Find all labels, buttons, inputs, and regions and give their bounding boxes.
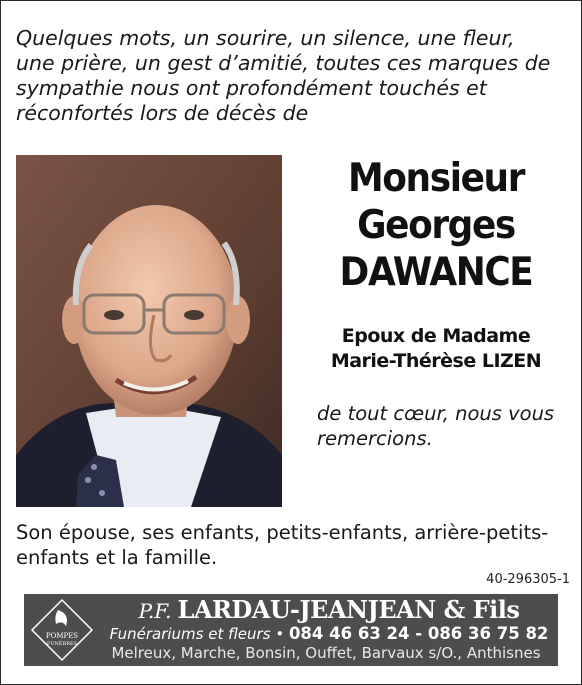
funeral-home-name: LARDAU-JEANJEAN & Fils — [177, 595, 520, 624]
intro-text: Quelques mots, un sourire, un silence, une fleur, une prière, un gest d’amitié, toutes ces marques de sympathie nous ont profondément touchés et réconfortés lors de décès de — [16, 26, 551, 125]
funeral-home-banner — [24, 594, 558, 666]
funeral-home-tagline: Funérariums et fleurs — [109, 625, 271, 643]
funeral-home-title — [100, 596, 558, 625]
spouse-line-2: Marie-Thérèse LIZEN — [330, 350, 542, 372]
funeral-home-prefix: P.F. — [138, 599, 172, 623]
thanks-text: de tout cœur, nous vous remercions. — [317, 402, 555, 450]
funeral-home-logo — [30, 598, 94, 662]
spouse-info — [300, 324, 572, 374]
family-text: Son épouse, ses enfants, petits-enfants, arrière-petits-enfants et la famille. — [16, 521, 549, 569]
deceased-title: Monsieur — [347, 156, 525, 201]
bullet: • — [275, 625, 285, 643]
deceased-last-name: DAWANCE — [339, 250, 533, 295]
reference-number: 40-296305-1 — [486, 572, 570, 587]
portrait-photo — [16, 155, 282, 507]
logo-text-1: POMPES — [45, 632, 79, 640]
spouse-line-1: Epoux de Madame — [341, 325, 531, 347]
funeral-home-phones: 084 46 63 24 - 086 36 75 82 — [288, 624, 549, 643]
logo-text-2: FUNÈBRES — [46, 641, 78, 647]
funeral-home-locations: Melreux, Marche, Bonsin, Ouffet, Barvaux s/O., Anthisnes — [111, 644, 541, 662]
deceased-name — [300, 155, 572, 296]
deceased-first-name: Georges — [357, 203, 515, 248]
funeral-home-contact — [100, 624, 558, 644]
